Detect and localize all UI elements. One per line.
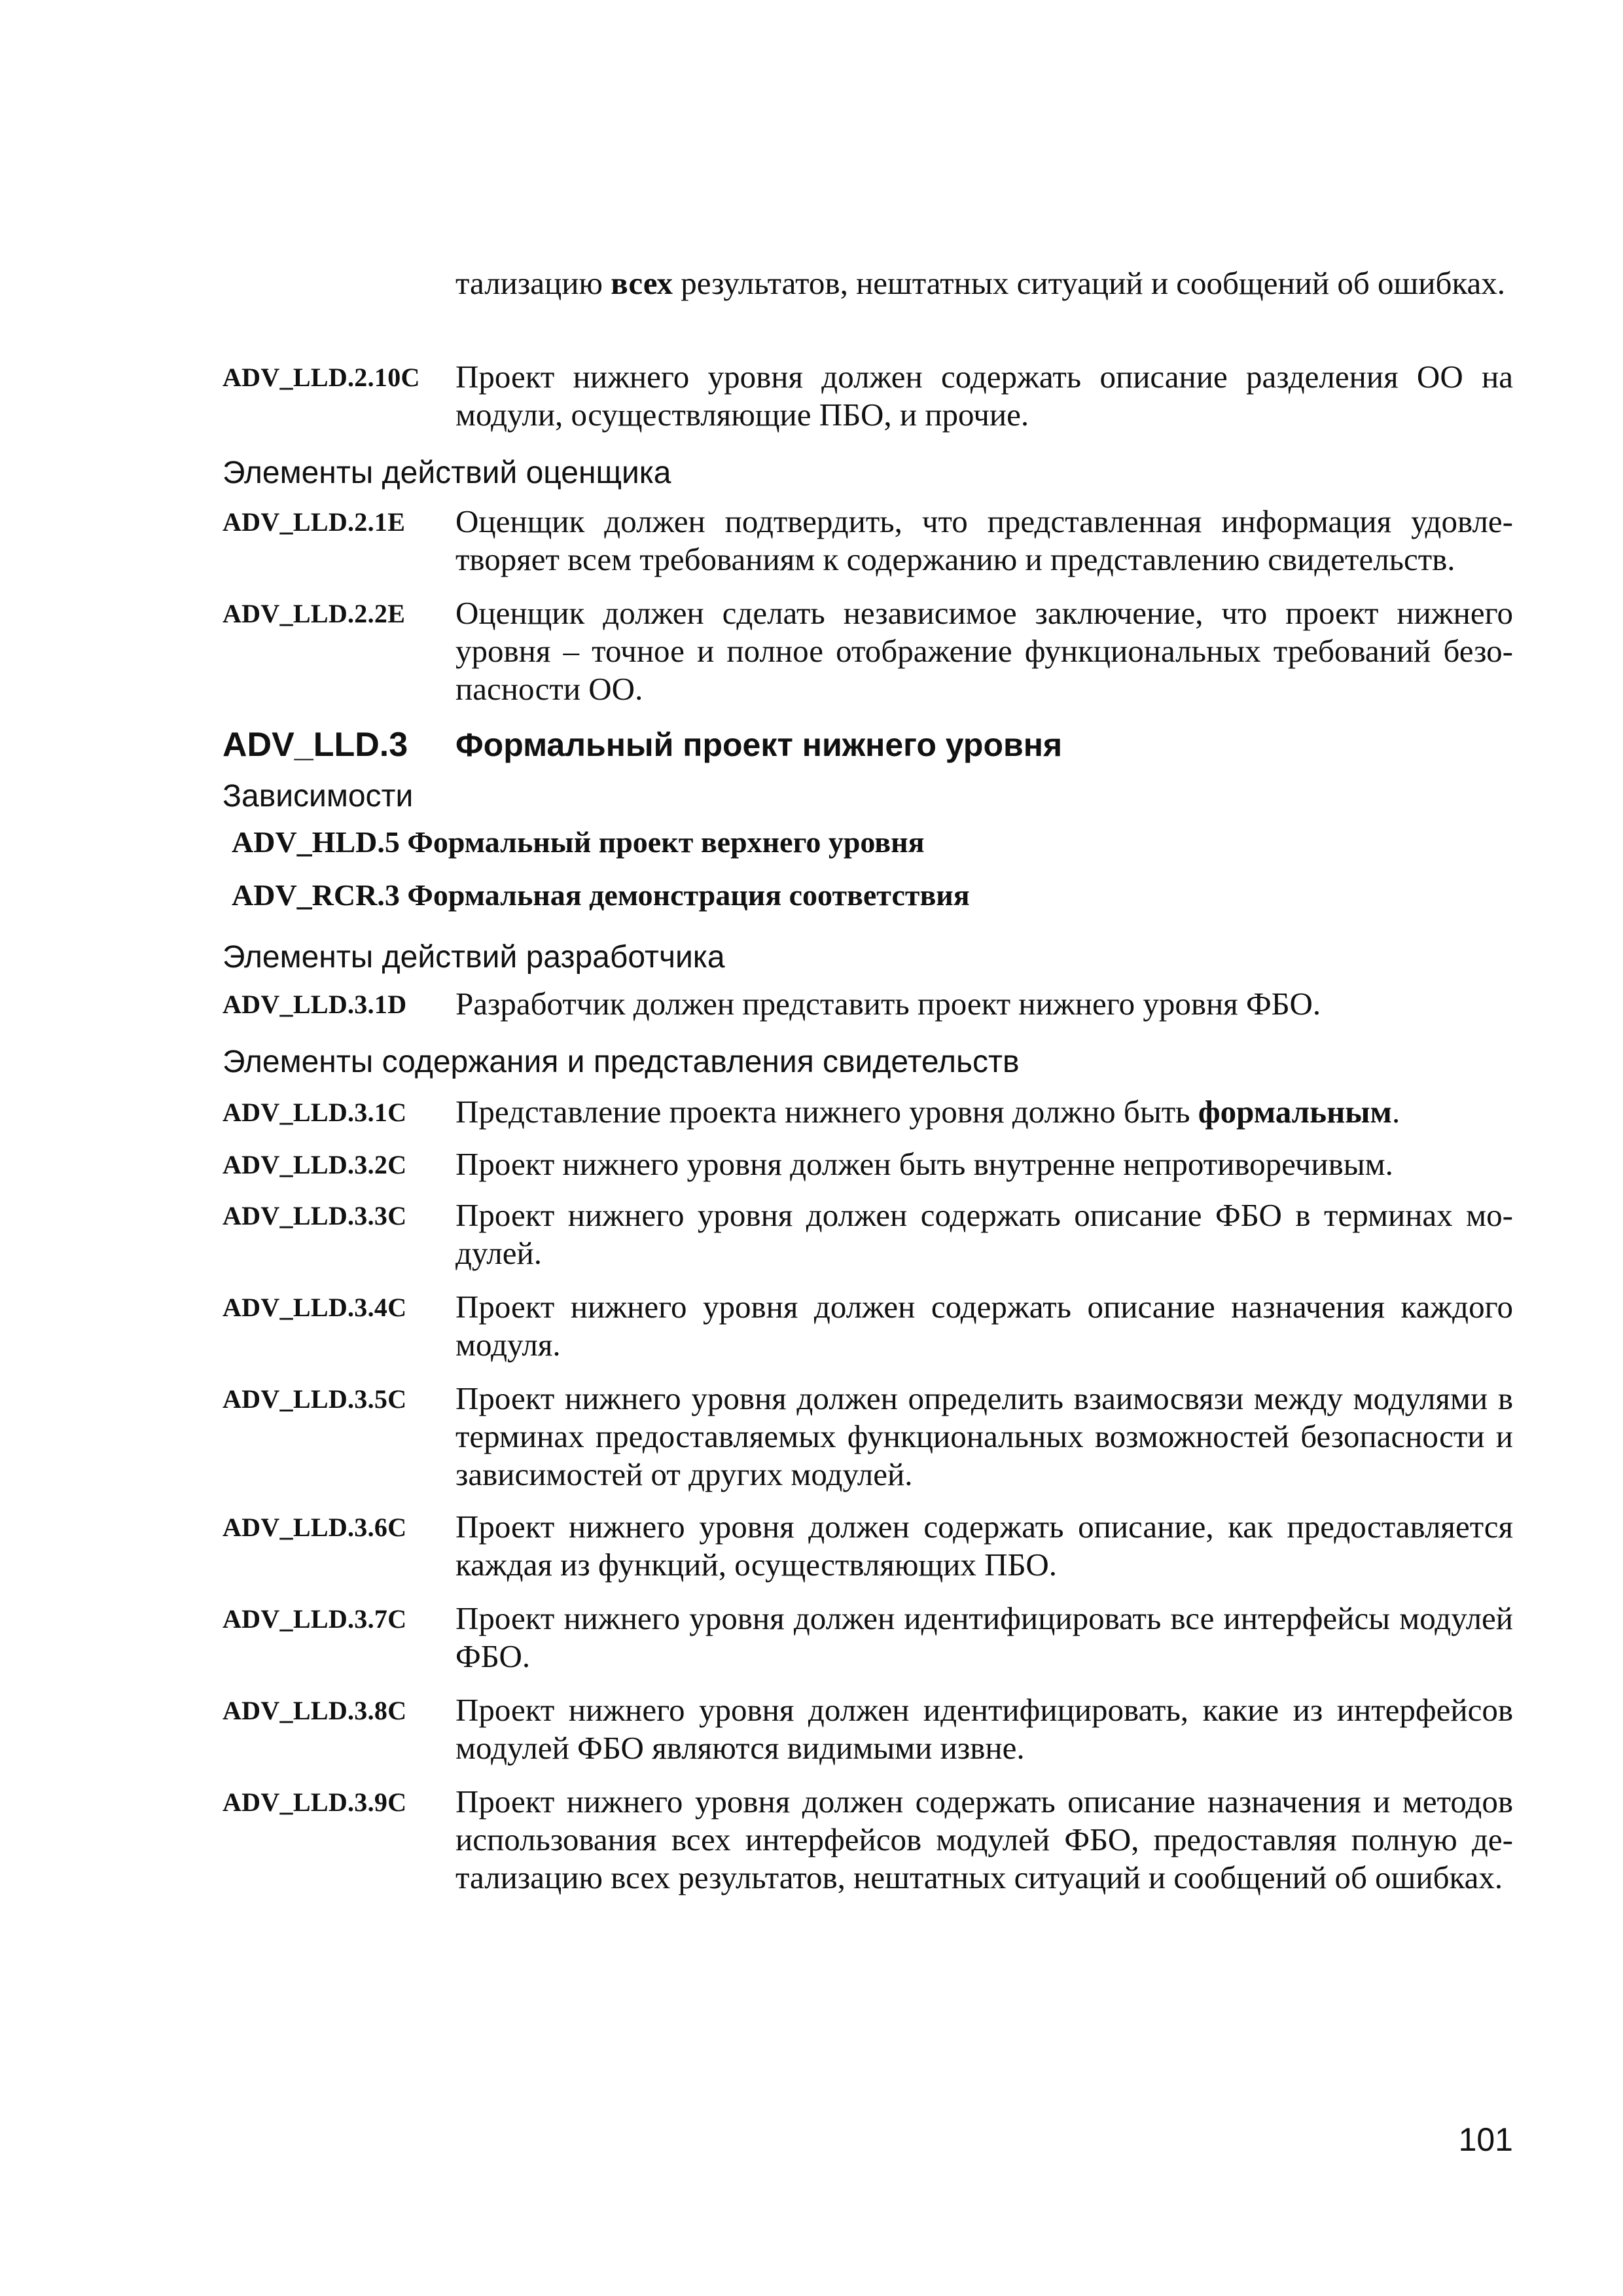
dependencies-heading: Зависимости — [223, 779, 414, 814]
requirement-text: Проект нижнего уровня должен идентифицировать все интерфейсы модулей ФБО. — [455, 1600, 1513, 1674]
dependency-item: ADV_HLD.5 Формальный проект верхнего уровня — [232, 825, 925, 859]
requirement-text: Оценщик должен сделать независимое заключение, что проект нижнего уровня – точное и полное отображение функциональных требований безопасности ОО. — [455, 595, 1513, 707]
requirement-text-start: Представление проекта нижнего уровня должно быть — [455, 1094, 1198, 1130]
requirement-bold-word: формальным — [1198, 1094, 1392, 1130]
continuation-text-start: тализацию — [455, 265, 611, 301]
requirement-code: ADV_LLD.3.8C — [223, 1696, 407, 1725]
requirement-item — [223, 1380, 1513, 1494]
requirement-code: ADV_LLD.3.5C — [223, 1384, 407, 1414]
content-elements-heading: Элементы содержания и представления свидетельств — [223, 1045, 1020, 1079]
requirement-code: ADV_LLD.3.9C — [223, 1787, 407, 1817]
requirement-code: ADV_LLD.3.4C — [223, 1293, 407, 1322]
requirement-text: Проект нижнего уровня должен содержать описание назначения и методов использования всех интерфейсов модулей ФБО, предоставляя полную детализацию всех результатов, нештатных ситуаций и сообщений об ошибках. — [455, 1784, 1513, 1895]
requirement-item — [223, 1093, 1513, 1131]
requirement-text: Проект нижнего уровня должен содержать описание разделения ОО на модули, осуществляющие ПБО, и прочие. — [455, 359, 1513, 433]
continuation-text-end: результатов, нештатных ситуаций и сообщений об ошибках. — [672, 265, 1506, 301]
requirement-item — [223, 1691, 1513, 1767]
continuation-paragraph — [455, 264, 1513, 302]
section-title: Формальный проект нижнего уровня — [455, 726, 1063, 763]
requirement-text: Проект нижнего уровня должен содержать описание ФБО в терминах модулей. — [455, 1197, 1513, 1271]
requirement-text: Проект нижнего уровня должен быть внутренне непротиворечивым. — [455, 1146, 1393, 1182]
requirement-text: Проект нижнего уровня должен содержать описание назначения каждого модуля. — [455, 1289, 1513, 1363]
developer-actions-heading: Элементы действий разработчика — [223, 940, 725, 975]
requirement-text-end: . — [1391, 1094, 1400, 1130]
requirement-code: ADV_LLD.3.2C — [223, 1150, 407, 1179]
requirement-code: ADV_LLD.2.2E — [223, 599, 406, 628]
requirement-code: ADV_LLD.3.3C — [223, 1201, 407, 1230]
requirement-item — [223, 1783, 1513, 1897]
requirement-text: Разработчик должен представить проект нижнего уровня ФБО. — [455, 986, 1321, 1022]
requirement-text: Оценщик должен подтвердить, что представленная информация удовлетворяет всем требованиям к содержанию и представлению свидетельств. — [455, 503, 1513, 577]
requirement-code: ADV_LLD.3.6C — [223, 1513, 407, 1542]
requirement-item — [223, 1288, 1513, 1364]
evaluator-actions-heading: Элементы действий оценщика — [223, 456, 671, 490]
requirement-item — [223, 985, 1513, 1023]
requirement-item — [223, 594, 1513, 708]
section-heading — [223, 725, 1063, 764]
requirement-item — [223, 1196, 1513, 1272]
requirement-item — [223, 503, 1513, 579]
requirement-code: ADV_LLD.3.7C — [223, 1604, 407, 1634]
requirement-item — [223, 358, 1513, 434]
requirement-text: Проект нижнего уровня должен содержать описание, как предоставляется каждая из функций, осуществляющих ПБО. — [455, 1509, 1513, 1583]
requirement-item — [223, 1508, 1513, 1584]
requirement-code: ADV_LLD.3.1D — [223, 990, 407, 1019]
requirement-code: ADV_LLD.3.1C — [223, 1098, 407, 1127]
page-number: 101 — [1458, 2121, 1513, 2158]
requirement-item — [223, 1145, 1513, 1183]
continuation-bold-word: всех — [611, 265, 673, 301]
requirement-code: ADV_LLD.2.1E — [223, 507, 406, 537]
section-code: ADV_LLD.3 — [223, 726, 408, 764]
requirement-text: Проект нижнего уровня должен определить взаимосвязи между модулями в терминах предоставляемых функциональных возможностей безопасности и зависимостей от других модулей. — [455, 1380, 1513, 1492]
dependency-item: ADV_RCR.3 Формальная демонстрация соответствия — [232, 878, 970, 912]
requirement-code: ADV_LLD.2.10C — [223, 363, 420, 392]
requirement-text — [455, 1093, 1513, 1131]
requirement-item — [223, 1600, 1513, 1676]
requirement-text: Проект нижнего уровня должен идентифицировать, какие из интерфейсов модулей ФБО являются видимыми извне. — [455, 1692, 1513, 1766]
